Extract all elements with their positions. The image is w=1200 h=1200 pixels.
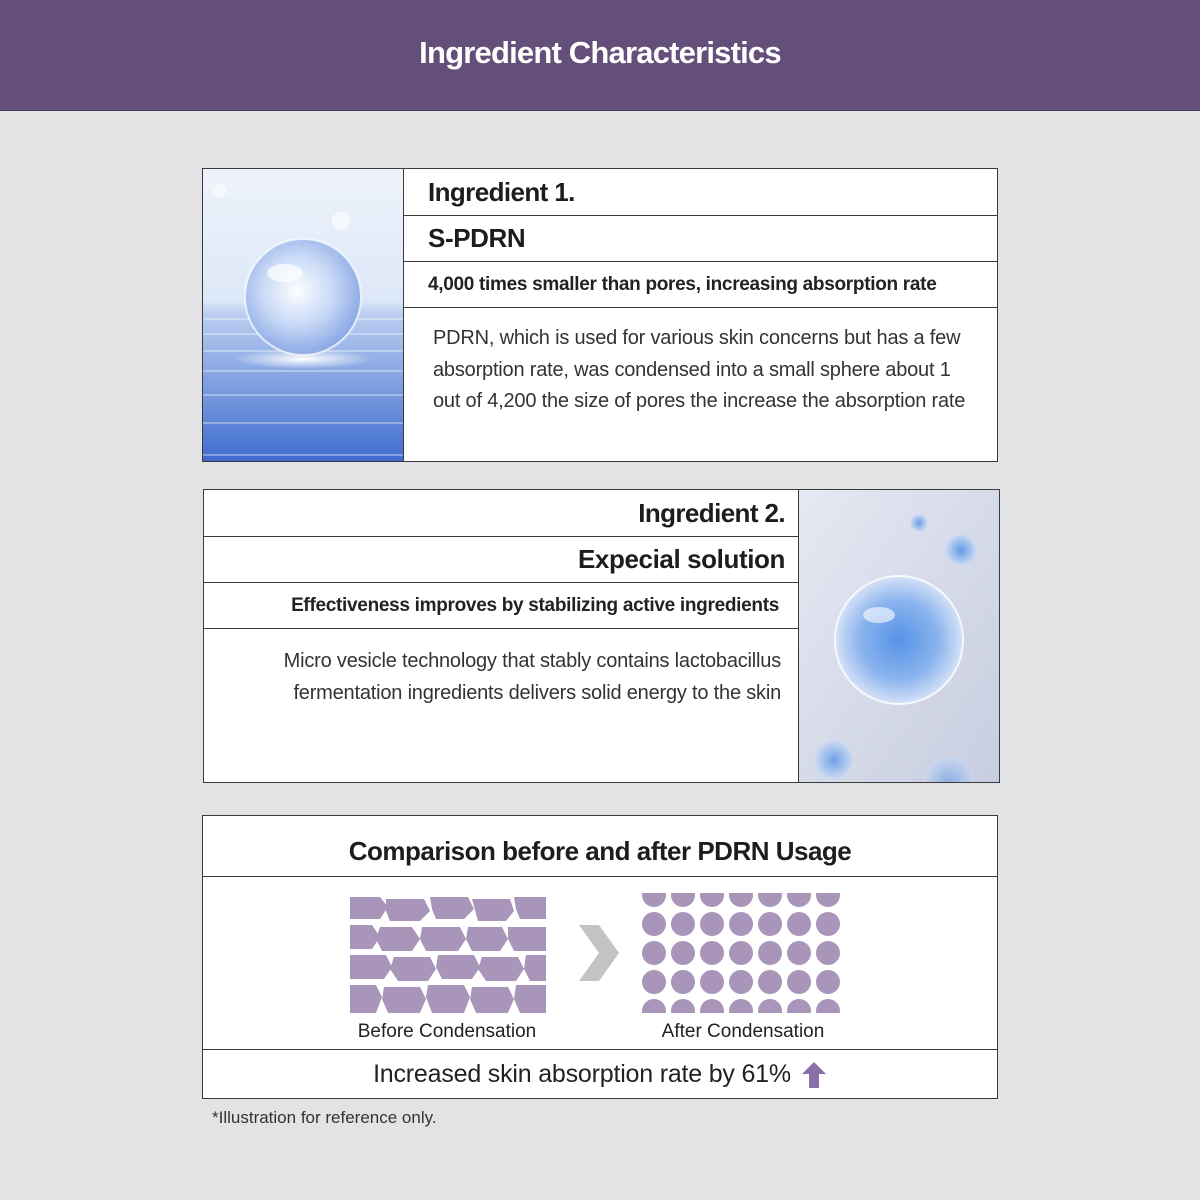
comparison-card <box>202 815 998 1099</box>
up-arrow-icon <box>801 1061 827 1089</box>
ingredient-1-text <box>404 169 997 461</box>
sphere-on-skin-surface-image <box>203 169 404 461</box>
ingredient-1-name: S-PDRN <box>404 216 997 262</box>
before-condensation-pattern <box>350 897 546 1013</box>
ingredient-1-description: PDRN, which is used for various skin concerns but has a few absorption rate, was condensed into a small sphere about 1 out of 4,200 the size of pores the increase the absorption rate <box>433 327 966 412</box>
page-header <box>0 0 1200 111</box>
ingredient-1-subtitle: 4,000 times smaller than pores, increasing absorption rate <box>404 262 997 308</box>
before-condensation-label: Before Condensation <box>357 1021 537 1042</box>
ingredient-2-description: Micro vesicle technology that stably contains lactobacillus fermentation ingredients delivers solid energy to the skin <box>283 650 781 704</box>
after-condensation-pattern <box>642 893 842 1013</box>
ingredient-2-subtitle: Effectiveness improves by stabilizing active ingredients <box>204 583 798 629</box>
ingredient-2-card <box>203 489 1000 783</box>
ingredient-1-number: Ingredient 1. <box>404 169 997 216</box>
ingredient-1-card <box>202 168 998 462</box>
chevron-right-icon <box>575 923 621 983</box>
footnote: *Illustration for reference only. <box>212 1108 437 1127</box>
floating-vesicle-spheres-image <box>798 490 999 782</box>
result-text: Increased skin absorption rate by 61% <box>373 1059 791 1088</box>
ingredient-2-text <box>204 490 798 782</box>
page-title: Ingredient Characteristics <box>419 35 781 70</box>
after-condensation-label: After Condensation <box>661 1021 825 1042</box>
comparison-title: Comparison before and after PDRN Usage <box>203 816 997 877</box>
ingredient-2-number: Ingredient 2. <box>204 490 798 537</box>
result-row <box>203 1050 997 1098</box>
comparison-illustration <box>203 877 997 1050</box>
ingredient-2-name: Expecial solution <box>204 537 798 583</box>
